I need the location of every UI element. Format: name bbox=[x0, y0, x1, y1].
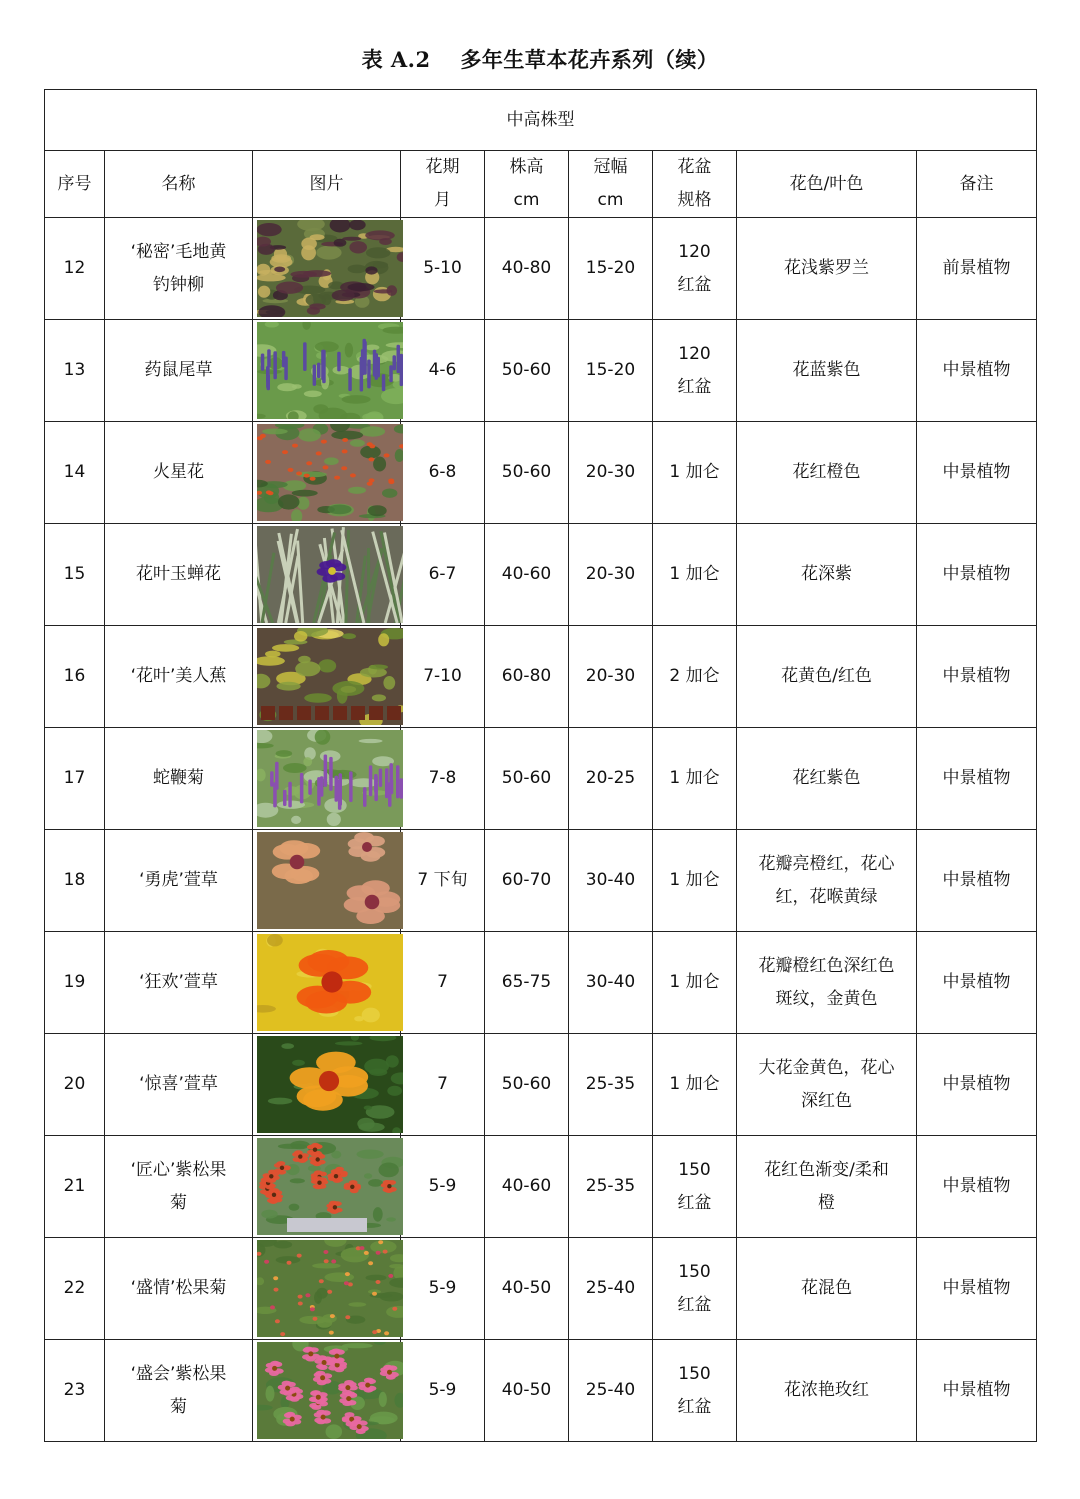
flowering-period: 5-9 bbox=[401, 1340, 485, 1442]
plant-name: ‘狂欢’萱草 bbox=[105, 932, 253, 1034]
plant-height: 50-60 bbox=[485, 728, 569, 830]
table-row bbox=[45, 1238, 1037, 1340]
remark: 中景植物 bbox=[917, 1034, 1037, 1136]
pot-spec: 120 红盆 bbox=[653, 218, 737, 320]
remark: 中景植物 bbox=[917, 320, 1037, 422]
flower-leaf-color: 花红橙色 bbox=[737, 422, 917, 524]
photo-purple-foliage bbox=[257, 220, 403, 317]
pot-spec: 1 加仑 bbox=[653, 1034, 737, 1136]
header-note: 备注 bbox=[917, 151, 1037, 218]
flower-leaf-color: 花蓝紫色 bbox=[737, 320, 917, 422]
plant-photo bbox=[253, 320, 401, 422]
plant-name: ‘盛情’松果菊 bbox=[105, 1238, 253, 1340]
plant-height: 50-60 bbox=[485, 1034, 569, 1136]
crown-spread: 25-40 bbox=[569, 1238, 653, 1340]
row-number: 16 bbox=[45, 626, 105, 728]
pot-spec: 1 加仑 bbox=[653, 728, 737, 830]
flower-leaf-color: 花瓣亮橙红，花心 红，花喉黄绿 bbox=[737, 830, 917, 932]
remark: 中景植物 bbox=[917, 524, 1037, 626]
flowering-period: 4-6 bbox=[401, 320, 485, 422]
crown-spread: 20-25 bbox=[569, 728, 653, 830]
plant-height: 50-60 bbox=[485, 422, 569, 524]
plant-name: ‘花叶’美人蕉 bbox=[105, 626, 253, 728]
remark: 中景植物 bbox=[917, 932, 1037, 1034]
plant-photo bbox=[253, 728, 401, 830]
header-pot: 花盆 规格 bbox=[653, 151, 737, 218]
flowering-period: 5-9 bbox=[401, 1238, 485, 1340]
pot-spec: 1 加仑 bbox=[653, 524, 737, 626]
plant-name: 火星花 bbox=[105, 422, 253, 524]
title-name: 多年生草本花卉系列（续） bbox=[460, 48, 719, 72]
plant-height: 65-75 bbox=[485, 932, 569, 1034]
photo-daylily-orange bbox=[257, 934, 403, 1031]
photo-orange-crocosmia bbox=[257, 424, 403, 521]
plant-photo bbox=[253, 626, 401, 728]
table-row bbox=[45, 422, 1037, 524]
flower-leaf-color: 花黄色/红色 bbox=[737, 626, 917, 728]
table-row bbox=[45, 320, 1037, 422]
plant-height: 40-80 bbox=[485, 218, 569, 320]
plant-photo bbox=[253, 422, 401, 524]
plant-name: ‘盛会’紫松果 菊 bbox=[105, 1340, 253, 1442]
plant-height: 40-50 bbox=[485, 1340, 569, 1442]
plant-name: 花叶玉蝉花 bbox=[105, 524, 253, 626]
plant-photo bbox=[253, 524, 401, 626]
header-spread: 冠幅 cm bbox=[569, 151, 653, 218]
flowering-period: 7-8 bbox=[401, 728, 485, 830]
flowering-period: 7 bbox=[401, 1034, 485, 1136]
pot-spec: 2 加仑 bbox=[653, 626, 737, 728]
remark: 中景植物 bbox=[917, 1340, 1037, 1442]
crown-spread: 20-30 bbox=[569, 626, 653, 728]
pot-spec: 150 红盆 bbox=[653, 1238, 737, 1340]
flowering-period: 7 下旬 bbox=[401, 830, 485, 932]
group-label: 中高株型 bbox=[45, 90, 1037, 151]
plant-photo bbox=[253, 1340, 401, 1442]
header-color: 花色/叶色 bbox=[737, 151, 917, 218]
table-row bbox=[45, 1034, 1037, 1136]
photo-canna bbox=[257, 628, 403, 725]
plant-photo bbox=[253, 1034, 401, 1136]
plant-height: 40-60 bbox=[485, 1136, 569, 1238]
remark: 中景植物 bbox=[917, 626, 1037, 728]
photo-blue-salvia bbox=[257, 322, 403, 419]
page-title bbox=[0, 44, 1080, 74]
table-row bbox=[45, 1136, 1037, 1238]
plant-height: 40-60 bbox=[485, 524, 569, 626]
flower-leaf-color: 花红色渐变/柔和 橙 bbox=[737, 1136, 917, 1238]
plant-height: 60-80 bbox=[485, 626, 569, 728]
header-name: 名称 bbox=[105, 151, 253, 218]
flower-leaf-color: 花瓣橙红色深红色 斑纹，金黄色 bbox=[737, 932, 917, 1034]
flowering-period: 6-7 bbox=[401, 524, 485, 626]
remark: 中景植物 bbox=[917, 1238, 1037, 1340]
header-period: 花期 月 bbox=[401, 151, 485, 218]
row-number: 15 bbox=[45, 524, 105, 626]
row-number: 17 bbox=[45, 728, 105, 830]
header-photo: 图片 bbox=[253, 151, 401, 218]
flower-leaf-color: 花深紫 bbox=[737, 524, 917, 626]
plant-photo bbox=[253, 1238, 401, 1340]
plant-height: 60-70 bbox=[485, 830, 569, 932]
photo-daylily-yellow bbox=[257, 1036, 403, 1133]
plant-name: 药鼠尾草 bbox=[105, 320, 253, 422]
flowering-period: 5-9 bbox=[401, 1136, 485, 1238]
title-prefix: 表 bbox=[361, 48, 384, 72]
group-row bbox=[45, 90, 1037, 151]
row-number: 19 bbox=[45, 932, 105, 1034]
crown-spread: 25-40 bbox=[569, 1340, 653, 1442]
header-row bbox=[45, 151, 1037, 218]
remark: 中景植物 bbox=[917, 728, 1037, 830]
plant-name: ‘惊喜’萱草 bbox=[105, 1034, 253, 1136]
photo-echinacea-mixed bbox=[257, 1240, 403, 1337]
plant-name: ‘秘密’毛地黄 钓钟柳 bbox=[105, 218, 253, 320]
flower-leaf-color: 花浓艳玫红 bbox=[737, 1340, 917, 1442]
plant-name: ‘匠心’紫松果 菊 bbox=[105, 1136, 253, 1238]
pot-spec: 120 红盆 bbox=[653, 320, 737, 422]
table-row bbox=[45, 728, 1037, 830]
crown-spread: 30-40 bbox=[569, 932, 653, 1034]
pot-spec: 1 加仑 bbox=[653, 422, 737, 524]
crown-spread: 25-35 bbox=[569, 1136, 653, 1238]
pot-spec: 1 加仑 bbox=[653, 830, 737, 932]
remark: 中景植物 bbox=[917, 422, 1037, 524]
header-height: 株高 cm bbox=[485, 151, 569, 218]
plant-photo bbox=[253, 1136, 401, 1238]
plant-height: 40-50 bbox=[485, 1238, 569, 1340]
flower-leaf-color: 花红紫色 bbox=[737, 728, 917, 830]
plant-name: ‘勇虎’萱草 bbox=[105, 830, 253, 932]
flowering-period: 5-10 bbox=[401, 218, 485, 320]
plant-name: 蛇鞭菊 bbox=[105, 728, 253, 830]
pot-spec: 150 红盆 bbox=[653, 1136, 737, 1238]
row-number: 14 bbox=[45, 422, 105, 524]
photo-echinacea-red bbox=[257, 1138, 403, 1235]
photo-liatris bbox=[257, 730, 403, 827]
flowering-period: 7-10 bbox=[401, 626, 485, 728]
crown-spread: 15-20 bbox=[569, 320, 653, 422]
header-no: 序号 bbox=[45, 151, 105, 218]
plant-photo bbox=[253, 932, 401, 1034]
title-code: A.2 bbox=[390, 47, 431, 72]
photo-iris bbox=[257, 526, 403, 623]
crown-spread: 20-30 bbox=[569, 524, 653, 626]
flowering-period: 7 bbox=[401, 932, 485, 1034]
flowering-period: 6-8 bbox=[401, 422, 485, 524]
table-row bbox=[45, 830, 1037, 932]
crown-spread: 30-40 bbox=[569, 830, 653, 932]
photo-echinacea-pink bbox=[257, 1342, 403, 1439]
row-number: 23 bbox=[45, 1340, 105, 1442]
flower-leaf-color: 花混色 bbox=[737, 1238, 917, 1340]
pot-spec: 150 红盆 bbox=[653, 1340, 737, 1442]
plant-photo bbox=[253, 830, 401, 932]
plant-table bbox=[44, 89, 1037, 1442]
row-number: 13 bbox=[45, 320, 105, 422]
table-row bbox=[45, 1340, 1037, 1442]
row-number: 22 bbox=[45, 1238, 105, 1340]
plant-height: 50-60 bbox=[485, 320, 569, 422]
row-number: 21 bbox=[45, 1136, 105, 1238]
flower-leaf-color: 大花金黄色，花心 深红色 bbox=[737, 1034, 917, 1136]
remark: 前景植物 bbox=[917, 218, 1037, 320]
table-row bbox=[45, 626, 1037, 728]
table-row bbox=[45, 218, 1037, 320]
photo-daylily-pink bbox=[257, 832, 403, 929]
crown-spread: 15-20 bbox=[569, 218, 653, 320]
remark: 中景植物 bbox=[917, 1136, 1037, 1238]
table-row bbox=[45, 932, 1037, 1034]
row-number: 12 bbox=[45, 218, 105, 320]
table-row bbox=[45, 524, 1037, 626]
plant-photo bbox=[253, 218, 401, 320]
row-number: 20 bbox=[45, 1034, 105, 1136]
flower-leaf-color: 花浅紫罗兰 bbox=[737, 218, 917, 320]
crown-spread: 25-35 bbox=[569, 1034, 653, 1136]
crown-spread: 20-30 bbox=[569, 422, 653, 524]
pot-spec: 1 加仑 bbox=[653, 932, 737, 1034]
remark: 中景植物 bbox=[917, 830, 1037, 932]
row-number: 18 bbox=[45, 830, 105, 932]
